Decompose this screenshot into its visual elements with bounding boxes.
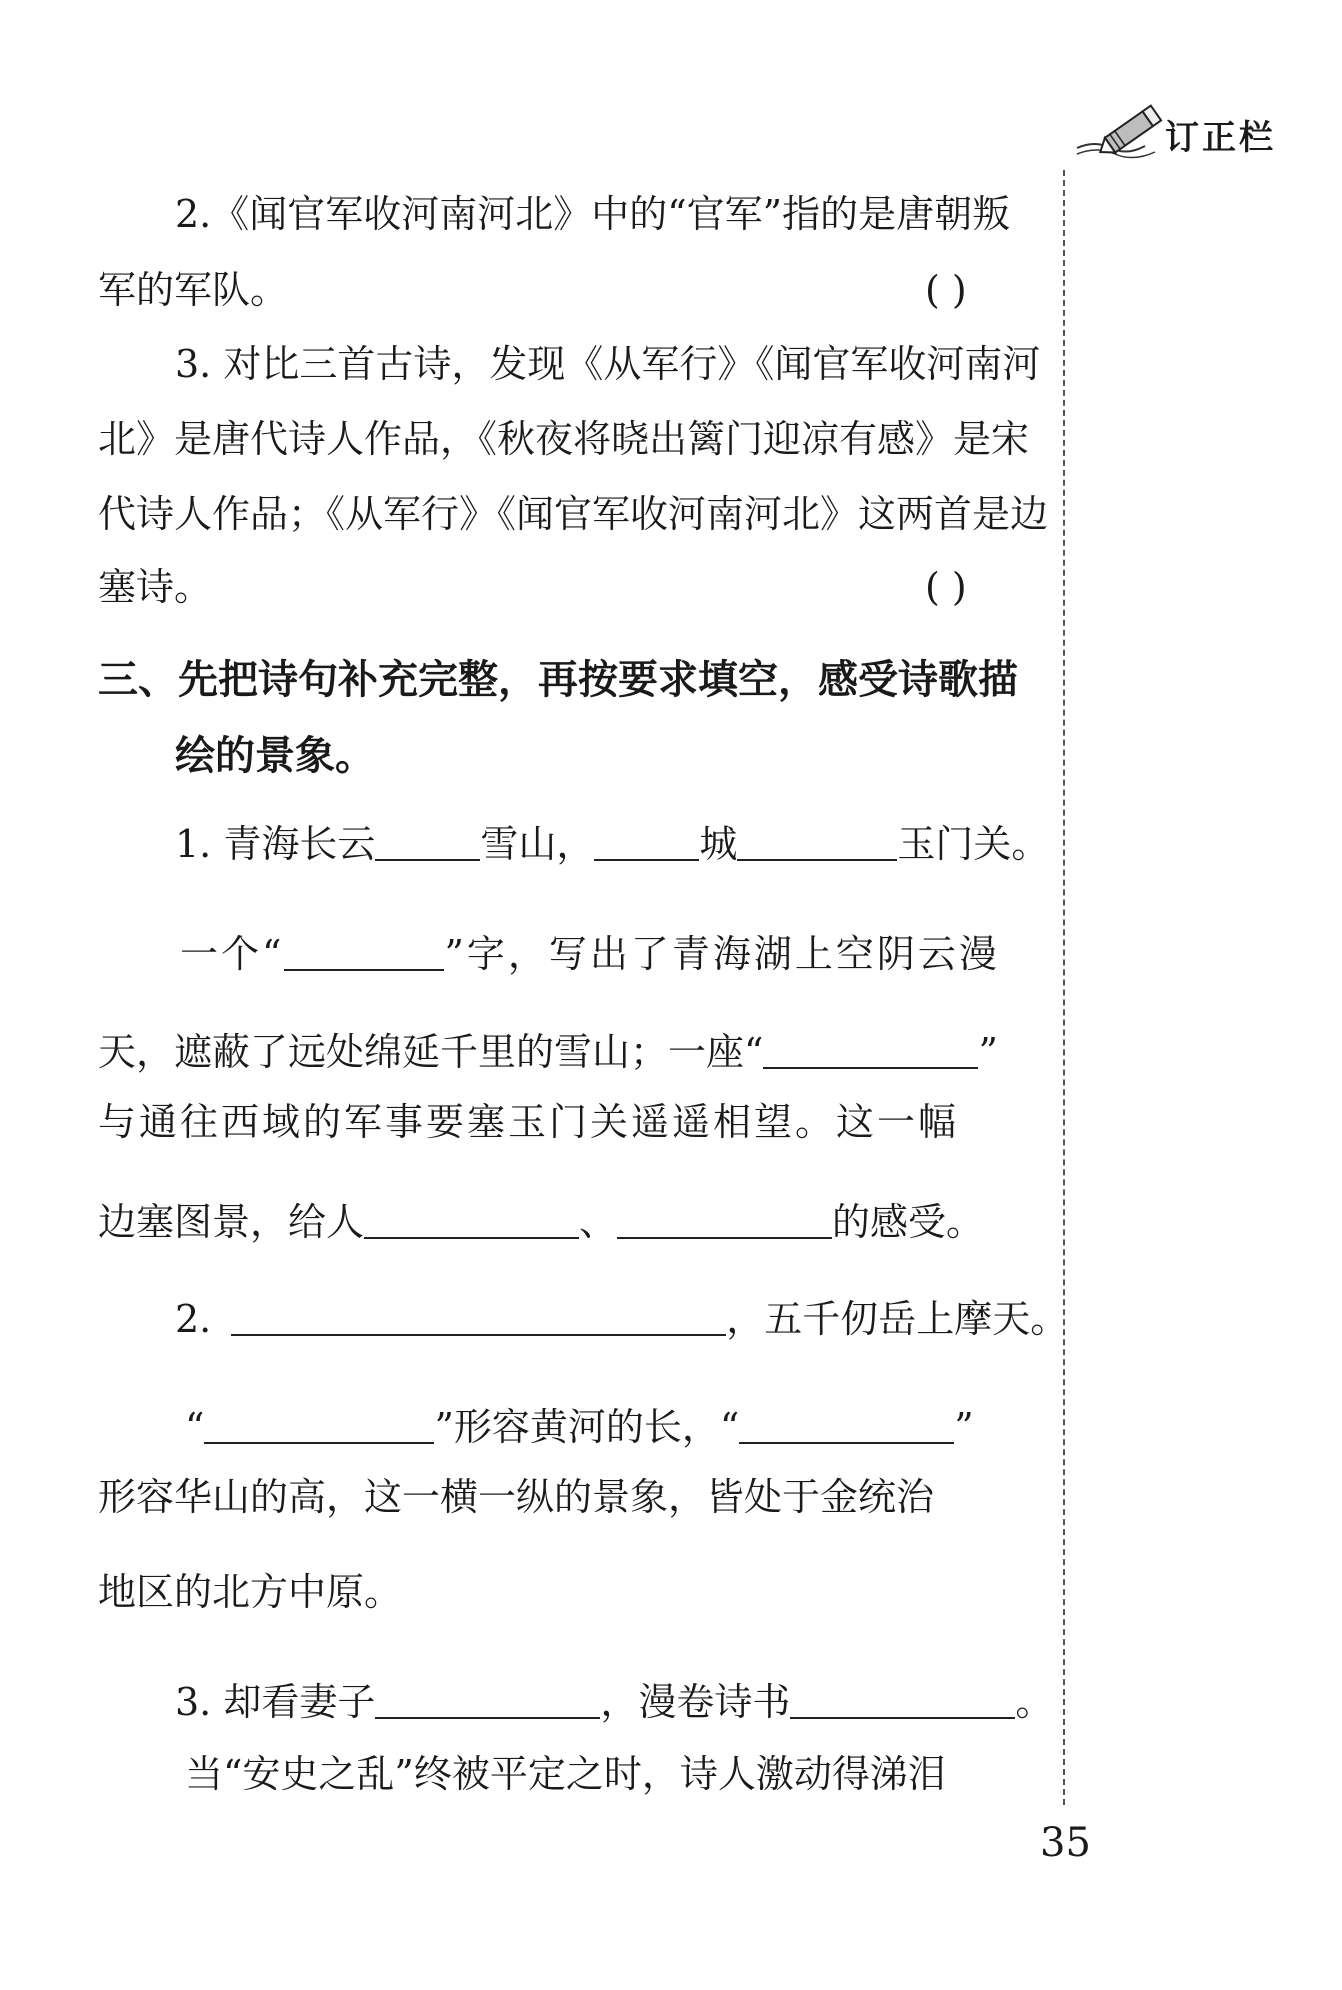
q2-poem-line	[175, 1297, 1068, 1341]
q1-blank-7[interactable]	[617, 1203, 832, 1239]
answer-paren-q2[interactable]: ( )	[925, 268, 967, 312]
q1-blank-1[interactable]	[375, 825, 480, 861]
q1-text-line4	[98, 1200, 984, 1244]
judgement-q2-line2: 军的军队。	[98, 268, 289, 312]
q1-text4-part1: 边塞图景，给人	[98, 1200, 365, 1244]
q2-text1-part3: ”	[954, 1405, 974, 1449]
q1-blank-2[interactable]	[594, 825, 699, 861]
q1-poem-part3: 城	[699, 822, 738, 866]
correction-column-header	[1075, 100, 1305, 170]
q1-blank-6[interactable]	[364, 1203, 579, 1239]
correction-column-title: 订正栏	[1165, 118, 1276, 158]
q1-blank-3[interactable]	[737, 825, 897, 861]
q3-text-line1: 当“安史之乱”终被平定之时，诗人激动得涕泪	[185, 1752, 946, 1796]
page-number: 35	[1040, 1820, 1091, 1866]
q2-text-line3: 地区的北方中原。	[98, 1570, 403, 1614]
q1-text-line2	[98, 1030, 998, 1074]
q3-blank-1[interactable]	[375, 1683, 600, 1719]
section3-heading-line1: 三、先把诗句补充完整，再按要求填空，感受诗歌描	[98, 657, 1018, 703]
q1-text2-part1: 天，遮蔽了远处绵延千里的雪山；一座“	[98, 1030, 764, 1074]
q2-poem-part2: ，五千仞岳上摩天。	[726, 1297, 1069, 1341]
judgement-q3-line3: 代诗人作品；《从军行》《闻官军收河南河北》这两首是边	[98, 492, 1049, 536]
judgement-q2-line1: 2.《闻官军收河南河北》中的“官军”指的是唐朝叛	[175, 192, 1011, 236]
q1-text-line1	[180, 932, 1000, 976]
q2-text-line2: 形容华山的高，这一横一纵的景象，皆处于金统治	[98, 1475, 935, 1519]
pencil-icon	[1075, 100, 1175, 170]
q2-blank-2[interactable]	[204, 1408, 434, 1444]
q1-text1-part2: ”字，写出了青海湖上空阴云漫	[444, 932, 1000, 976]
q1-text4-part2: 、	[579, 1200, 618, 1244]
q2-text1-part2: ”形容黄河的长，“	[434, 1405, 740, 1449]
q3-blank-2[interactable]	[790, 1683, 1015, 1719]
q1-text2-part2: ”	[978, 1030, 998, 1074]
q1-text4-part3: 的感受。	[832, 1200, 985, 1244]
correction-column-divider	[1063, 170, 1065, 1805]
q1-text1-part1: 一个“	[180, 932, 285, 976]
judgement-q3-line2: 北》是唐代诗人作品，《秋夜将晓出篱门迎凉有感》是宋	[98, 417, 1030, 461]
q2-blank-1[interactable]	[231, 1300, 726, 1336]
judgement-q3-line1: 3. 对比三首古诗，发现《从军行》《闻官军收河南河	[175, 342, 1041, 386]
q3-poem-part1: 3. 却看妻子	[175, 1680, 376, 1724]
q1-poem-part2: 雪山，	[480, 822, 595, 866]
q3-poem-line	[175, 1680, 1053, 1724]
q1-poem-part1: 1. 青海长云	[175, 822, 376, 866]
q3-poem-part2: ，漫卷诗书	[600, 1680, 791, 1724]
q2-text1-part1: “	[185, 1405, 205, 1449]
q2-text-line1	[185, 1405, 974, 1449]
q1-blank-5[interactable]	[763, 1033, 978, 1069]
q2-blank-3[interactable]	[739, 1408, 954, 1444]
q2-poem-part1: 2.	[175, 1297, 212, 1341]
judgement-q3-line4: 塞诗。	[98, 565, 213, 609]
q1-blank-4[interactable]	[284, 935, 444, 971]
section3-heading-line2: 绘的景象。	[175, 733, 375, 779]
q1-poem-line	[175, 822, 1049, 866]
q1-poem-part4: 玉门关。	[897, 822, 1050, 866]
q1-text-line3: 与通往西域的军事要塞玉门关遥遥相望。这一幅	[98, 1100, 960, 1144]
answer-paren-q3[interactable]: ( )	[925, 565, 967, 609]
q3-poem-part3: 。	[1015, 1680, 1054, 1724]
